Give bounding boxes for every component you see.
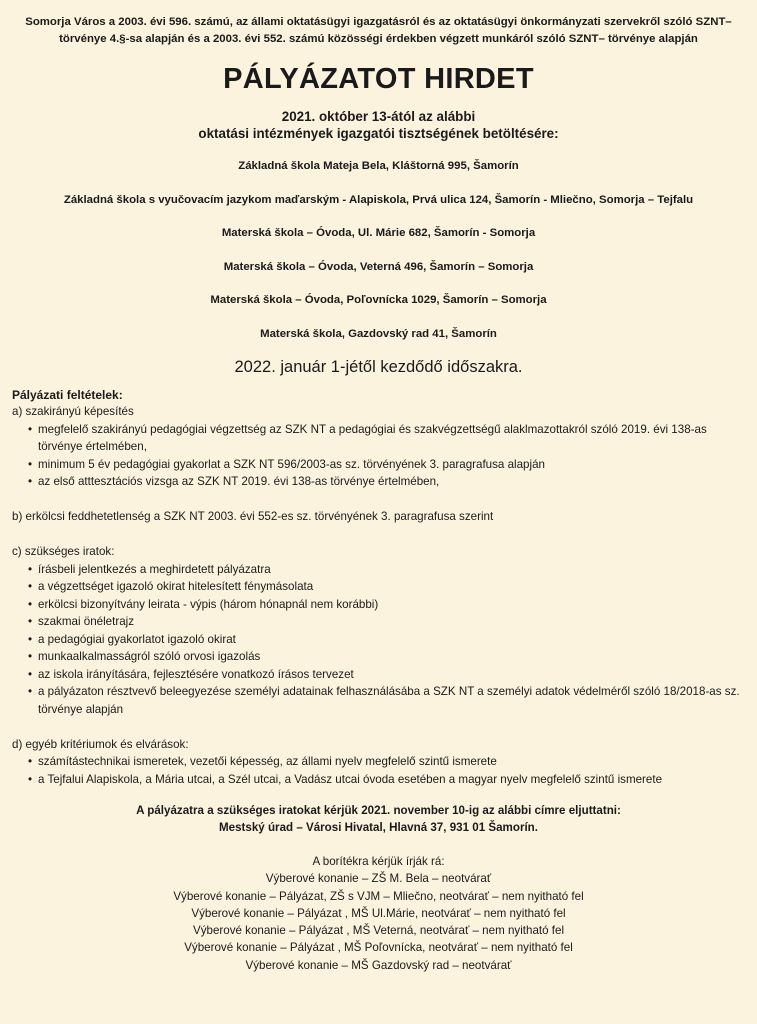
list-item: • írásbeli jelentkezés a meghirdetett pályázatra [28, 561, 747, 579]
list-item: • erkölcsi bizonyítvány leirata - výpis (három hónapnál nem korábbi) [28, 596, 747, 614]
school-item: Základná škola s vyučovacím jazykom maďarským - Alapiskola, Prvá ulica 124, Šamorín - Mliečno, Somorja – Tejfalu [63, 193, 694, 206]
subheading-line-1: 2021. október 13-ától az alábbi [281, 109, 476, 124]
condition-a-heading: a) szakirányú képesítés [12, 405, 134, 418]
list-item: • a végzettséget igazoló okirat hitelesített fénymásolata [28, 578, 747, 596]
list-item: • szakmai önéletrajz [28, 613, 747, 631]
condition-b-heading: b) erkölcsi feddhetetlenség a SZK NT 2003. évi 552-es sz. törvényének 3. paragrafusa szerint [12, 510, 494, 523]
subheading-line-2: oktatási intézmények igazgatói tisztségének betöltésére: [198, 126, 559, 141]
subheading [10, 108, 747, 142]
submission-deadline [10, 802, 747, 836]
condition-a-list [10, 421, 747, 491]
school-item: Materská škola – Óvoda, Ul. Márie 682, Šamorín - Somorja [221, 227, 536, 239]
school-item: Materská škola – Óvoda, Poľovnícka 1029, Šamorín – Somorja [210, 294, 547, 306]
deadline-line-1: A pályázatra a szükséges iratokat kérjük 2021. november 10-ig az alábbi címre eljuttatni: [136, 804, 621, 817]
envelope-line: Výberové konanie – ZŠ M. Bela – neotvárať [265, 872, 492, 886]
envelope-line: Výberové konanie – Pályázat , MŠ Veterná, neotvárať – nem nyitható fel [192, 924, 565, 938]
envelope-title: A borítékra kérjük írják rá: [312, 855, 445, 868]
list-item: • az első atttesztációs vizsga az SZK NT 2019. évi 138-as törvénye értelmében, [28, 473, 747, 491]
list-item: • a pedagógiai gyakorlatot igazoló okirat [28, 631, 747, 649]
list-item: • munkaalkalmasságról szóló orvosi igazolás [28, 648, 747, 666]
headline: PÁLYÁZATOT HIRDET [223, 63, 534, 95]
envelope-line: Výberové konanie – Pályázat, ZŠ s VJM – Mliečno, neotvárať – nem nyitható fel [173, 889, 584, 903]
conditions-title: Pályázati feltételek: [12, 388, 123, 402]
deadline-address: Mestský úrad – Városi Hivatal, Hlavná 37, 931 01 Šamorín. [219, 821, 538, 834]
condition-d-list [10, 753, 747, 788]
envelope-line: Výberové konanie – Pályázat , MŠ Poľovnícka, neotvárať – nem nyitható fel [184, 941, 573, 955]
intro-paragraph: Somorja Város a 2003. évi 596. számú, az állami oktatásügyi igazgatásról és az oktatásügyi önkormányzati szervekről szóló SZNT– törvénye 4.§-sa alapján és a 2003. évi 552. számú közösségi érdekben végzett munkáról szóló SZNT– törvénye alapján [25, 16, 732, 45]
condition-c-list [10, 561, 747, 719]
envelope-line: Výberové konanie – MŠ Gazdovský rad – neotvárať [245, 958, 512, 972]
school-item: Materská škola, Gazdovský rad 41, Šamorín [260, 327, 497, 340]
list-item: • számítástechnikai ismeretek, vezetői képesség, az állami nyelv megfelelő szintű ismerete [28, 753, 747, 771]
school-item: Základná škola Mateja Bela, Kláštorná 995, Šamorín [238, 160, 519, 172]
school-item: Materská škola – Óvoda, Veterná 496, Šamorín – Somorja [223, 260, 534, 273]
condition-c-heading: c) szükséges iratok: [12, 545, 115, 558]
list-item: • az iskola irányítására, fejlesztésére vonatkozó írásos tervezet [28, 666, 747, 684]
list-item: • a pályázaton résztvevő beleegyezése személyi adatainak felhasználásába a SZK NT a személyi adatok védelméről szóló 18/2018-as sz. törvénye alapján [28, 683, 747, 718]
envelope-line: Výberové konanie – Pályázat , MŠ Ul.Márie, neotvárať – nem nyitható fel [191, 906, 566, 920]
period-statement: 2022. január 1-jétől kezdődő időszakra. [234, 358, 523, 376]
envelope-instructions [10, 853, 747, 974]
list-item: • minimum 5 év pedagógiai gyakorlat a SZK NT 596/2003-as sz. törvényének 3. paragrafusa alapján [28, 456, 747, 474]
list-item: • megfelelő szakirányú pedagógiai végzettség az SZK NT a pedagógiai és szakvégzettségű alaklmazottakról szóló 2019. évi 138-as törvénye értelmében, [28, 421, 747, 456]
condition-d-heading: d) egyéb kritériumok és elvárások: [12, 737, 189, 751]
school-list [10, 150, 747, 351]
list-item: • a Tejfalui Alapiskola, a Mária utcai, a Szél utcai, a Vadász utcai óvoda esetében a magyar nyelv megfelelő szintű ismerete [28, 771, 747, 789]
